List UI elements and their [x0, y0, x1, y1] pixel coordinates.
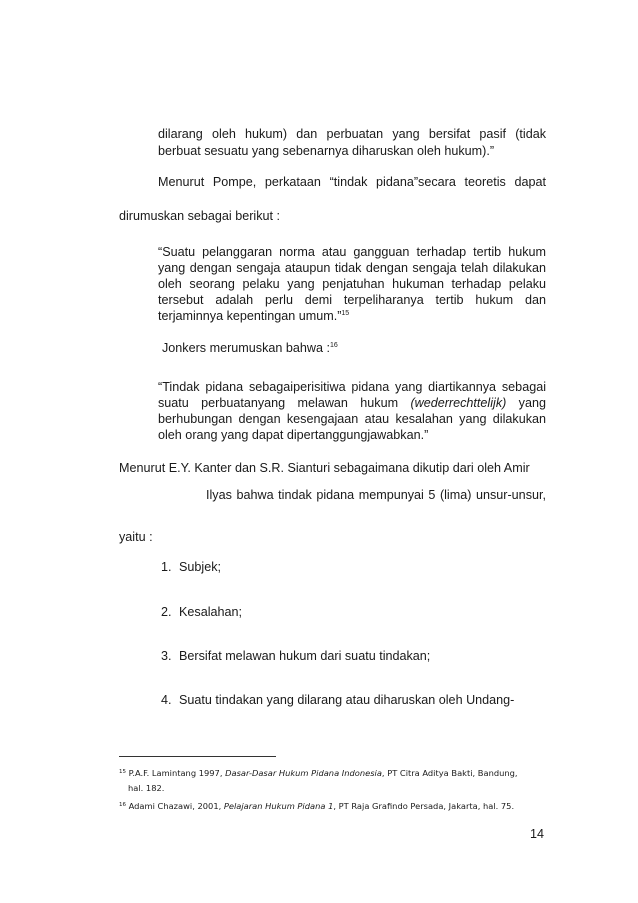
list-item-number: 2.: [161, 605, 172, 619]
kanter-paragraph-line-1: Menurut E.Y. Kanter dan S.R. Sianturi sebagaimana dikutip dari oleh Amir: [119, 461, 530, 475]
list-item-number: 3.: [161, 649, 172, 663]
jonkers-quote-line-3: berhubungan dengan kesengajaan atau kesalahan yang dilakukan: [158, 412, 546, 426]
list-item-text: Subjek;: [179, 560, 222, 574]
jonkers-quote-line-1: “Tindak pidana sebagaiperisitiwa pidana yang diartikannya sebagai: [158, 380, 546, 394]
list-item: [161, 559, 221, 575]
jonkers-intro: [162, 340, 338, 356]
list-item: [161, 648, 430, 664]
kanter-paragraph-line-3: yaitu :: [119, 530, 153, 544]
quote-continuation-line-1: dilarang oleh hukum) dan perbuatan yang bersifat pasif (tidak: [158, 127, 546, 141]
pompe-paragraph-line-2: dirumuskan sebagai berikut :: [119, 209, 281, 223]
footnote-book-title: Pelajaran Hukum Pidana 1: [223, 801, 334, 811]
footnote-16: [119, 800, 514, 812]
footnote-text-pre: Adami Chazawi, 2001,: [126, 801, 224, 811]
list-item-number: 4.: [161, 693, 172, 707]
list-item: [161, 604, 242, 620]
page-number: 14: [530, 827, 545, 841]
jonkers-quote-line-2: [158, 395, 546, 411]
jonkers-quote-term: (wederrechttelijk): [410, 396, 507, 410]
pompe-quote-line-4: tersebut adalah perlu demi terpeliharanya tertib hukum dan: [158, 293, 546, 307]
quote-continuation-line-2: berbuat sesuatu yang sebenarnya diharuskan oleh hukum).”: [158, 144, 495, 158]
pompe-quote-line-1: “Suatu pelanggaran norma atau gangguan terhadap tertib hukum: [158, 245, 546, 259]
kanter-paragraph-line-2: Ilyas bahwa tindak pidana mempunyai 5 (lima) unsur-unsur,: [206, 488, 546, 502]
pompe-quote-line-3: oleh seorang pelaku yang penjatuhan hukuman terhadap pelaku: [158, 277, 546, 291]
footnote-number: 16: [119, 802, 126, 808]
footnote-ref-15[interactable]: 15: [341, 310, 350, 317]
footnote-ref-16[interactable]: 16: [330, 342, 338, 349]
footnote-text-pre: P.A.F. Lamintang 1997,: [126, 768, 226, 778]
footnote-separator: [119, 756, 276, 757]
pompe-quote-line-5: [158, 308, 349, 324]
footnote-text-post: , PT Raja Grafindo Persada, Jakarta, hal. 75.: [333, 801, 515, 811]
jonkers-quote-line-2-a: suatu perbuatanyang melawan hukum: [158, 396, 411, 410]
footnote-15: [119, 767, 518, 779]
footnote-number: 15: [119, 769, 126, 775]
pompe-paragraph-line-1: Menurut Pompe, perkataan “tindak pidana”secara teoretis dapat: [158, 175, 546, 189]
jonkers-intro-text: Jonkers merumuskan bahwa :: [162, 341, 330, 355]
list-item-number: 1.: [161, 560, 172, 574]
jonkers-quote-line-4: oleh orang yang dapat dipertanggungjawabkan.”: [158, 428, 429, 442]
pompe-quote-line-2: yang dengan sengaja ataupun tidak dengan sengaja telah dilakukan: [158, 261, 546, 275]
list-item-text: Bersifat melawan hukum dari suatu tindakan;: [179, 649, 431, 663]
list-item-text: Kesalahan;: [179, 605, 243, 619]
list-item-text: Suatu tindakan yang dilarang atau diharuskan oleh Undang-: [179, 693, 515, 707]
footnote-15-continuation: hal. 182.: [128, 783, 165, 793]
footnote-text-post: , PT Citra Aditya Bakti, Bandung,: [381, 768, 518, 778]
pompe-quote-line-5-text: terjaminnya kepentingan umum.”: [158, 309, 342, 323]
jonkers-quote-line-2-c: yang: [506, 396, 546, 410]
footnote-book-title: Dasar-Dasar Hukum Pidana Indonesia: [225, 768, 382, 778]
list-item: [161, 692, 514, 708]
